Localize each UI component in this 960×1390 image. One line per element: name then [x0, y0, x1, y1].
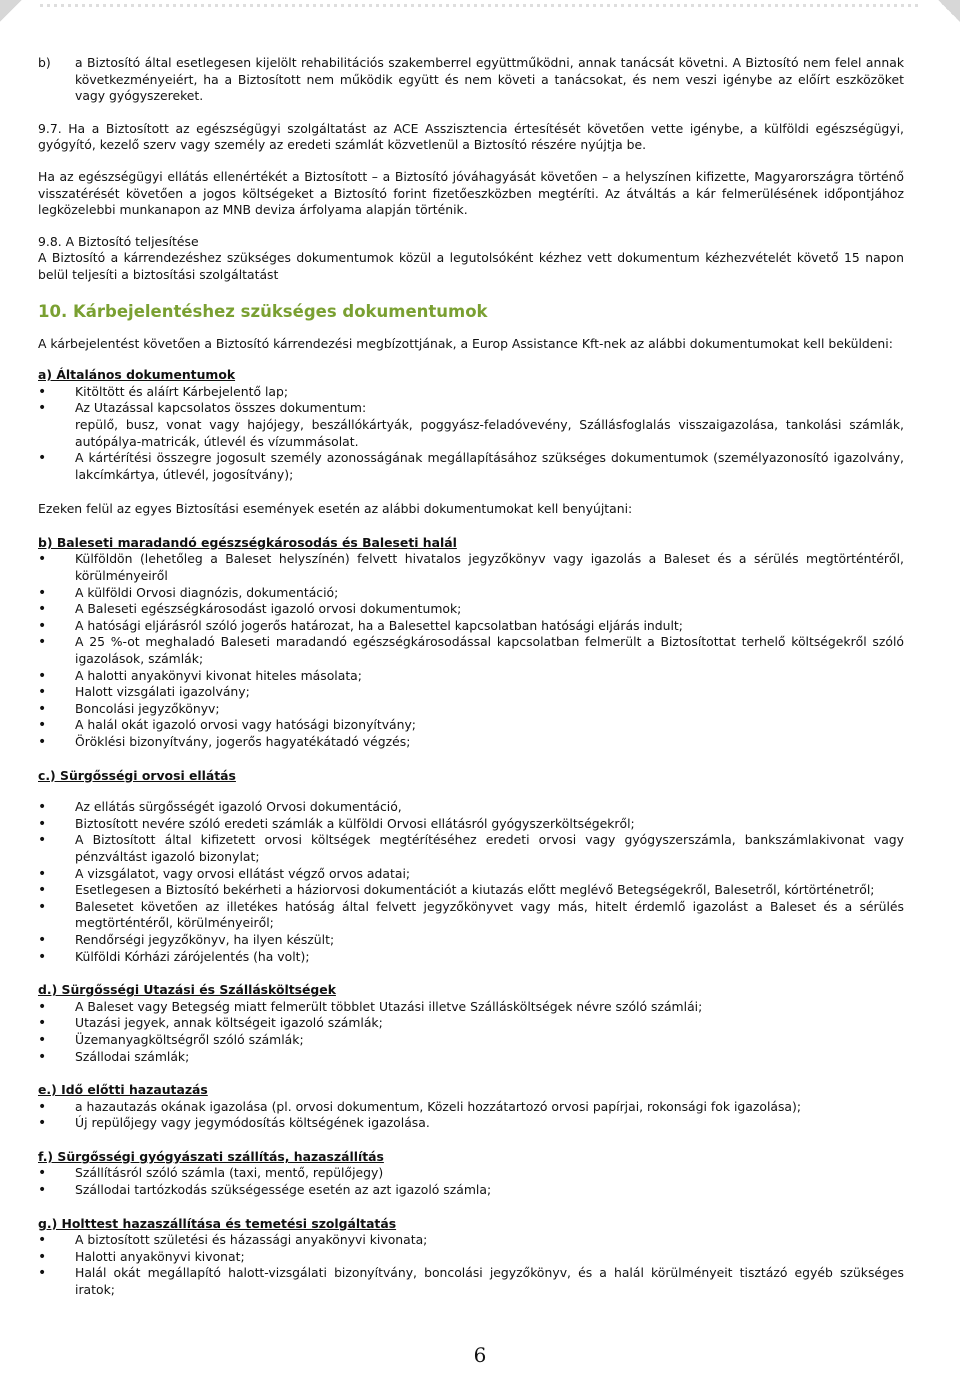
- corner-decoration-left: [0, 0, 22, 22]
- list-item: • Kitöltött és aláírt Kárbejelentő lap;: [38, 384, 904, 401]
- list-item: • Szállodai számlák;: [38, 1049, 904, 1066]
- top-dotted-border: [40, 4, 920, 7]
- section-g-list: [38, 1232, 904, 1298]
- additional-docs-text: Ezeken felül az egyes Biztosítási események esetén az alábbi dokumentumokat kell benyújtani:: [38, 501, 633, 517]
- list-item: • Szállodai tartózkodás szükségessége esetén az azt igazoló számla;: [38, 1182, 904, 1199]
- list-item: • Balesetet követően az illetékes hatóság által felvett jegyzőkönyvet vagy más, hitelt érdemlő igazolást a Baleset és a sérülés megtörténtéről, körülményeiről;: [38, 899, 904, 932]
- list-item: • A biztosított születési és házassági anyakönyvi kivonata;: [38, 1232, 904, 1249]
- list-item: • Külföldön (lehetőleg a Baleset helyszínén) felvett hivatalos jegyzőkönyv vagy igazolás a Baleset és a sérülés megtörténtéről, körülményeiről: [38, 551, 904, 584]
- section-f-list: [38, 1165, 904, 1198]
- list-item: • A vizsgálatot, vagy orvosi ellátást végző orvos adatai;: [38, 866, 904, 883]
- section-f-title: f.) Sürgősségi gyógyászati szállítás, hazaszállítás: [38, 1148, 384, 1164]
- list-item: • Halál okát megállapító halott-vizsgálati bizonyítvány, boncolási jegyzőkönyv, és a halál körülményeit tisztázó egyéb szükséges iratok;: [38, 1265, 904, 1298]
- section-10-heading: 10. Kárbejelentéshez szükséges dokumentumok: [38, 301, 488, 321]
- section-9-7-paragraph: Ha az egészségügyi ellátás ellenértékét a Biztosított – a Biztosító jóváhagyását követően – a helyszínen kifizette, Magyarországra történő visszatérését követően a jogos költségeket a Biztosító forint fizetőeszközben megtéríti. Az átváltás a kár felmerülésének időpontjához legközelebbi munkanapon az MNB deviza árfolyama alapján történik.: [38, 168, 904, 218]
- section-c-list: [38, 799, 904, 965]
- list-item: • Üzemanyagköltségről szóló számlák;: [38, 1032, 904, 1049]
- item-label: b): [38, 55, 51, 70]
- list-item: • Öröklési bizonyítvány, jogerős hagyatékátadó végzés;: [38, 734, 904, 751]
- section-9-8-title: 9.8. A Biztosító teljesítése: [38, 233, 199, 249]
- section-b-title: b) Baleseti maradandó egészségkárosodás és Baleseti halál: [38, 534, 457, 550]
- list-item: • Új repülőjegy vagy jegymódosítás költségének igazolása.: [38, 1115, 904, 1132]
- list-item: • a hazautazás okának igazolása (pl. orvosi dokumentum, Közeli hozzátartozó orvosi papírjai, rokonsági fok igazolása);: [38, 1099, 904, 1116]
- list-item: • A hatósági eljárásról szóló jogerős határozat, ha a Balesettel kapcsolatban hatósági eljárás indult;: [38, 618, 904, 635]
- corner-decoration-right: [938, 0, 960, 22]
- section-d-title: d.) Sürgősségi Utazási és Szállásköltségek: [38, 982, 336, 998]
- list-item: • Esetlegesen a Biztosító bekérheti a háziorvosi dokumentációt a kiutazás előtt meglévő Betegségekről, Balesetről, kórtörténetről;: [38, 882, 904, 899]
- list-item: • Halott vizsgálati igazolvány;: [38, 684, 904, 701]
- section-a-title: a) Általános dokumentumok: [38, 367, 236, 383]
- section-g-title: g.) Holttest hazaszállítása és temetési szolgáltatás: [38, 1215, 397, 1231]
- list-item: • Biztosított nevére szóló eredeti számlák a külföldi Orvosi ellátásról gyógyszerköltségekről;: [38, 816, 904, 833]
- list-item: • Halotti anyakönyvi kivonat;: [38, 1249, 904, 1266]
- section-a-list: [38, 384, 904, 484]
- list-item: • A kártérítési összegre jogosult személy azonosságának megállapításához szükséges dokumentumok (személyazonosító igazolvány, lakcímkártya, útlevél, jogosítvány);: [38, 450, 904, 483]
- list-item: • A Baleset vagy Betegség miatt felmerült többlet Utazási illetve Szállásköltségek névre szóló számlái;: [38, 999, 904, 1016]
- list-item: • Boncolási jegyzőkönyv;: [38, 701, 904, 718]
- section-c-title: c.) Sürgősségi orvosi ellátás: [38, 767, 236, 783]
- list-item: • A külföldi Orvosi diagnózis, dokumentáció;: [38, 585, 904, 602]
- list-item: • A halál okát igazoló orvosi vagy hatósági bizonyítvány;: [38, 717, 904, 734]
- list-item: • A 25 %-ot meghaladó Baleseti maradandó egészségkárosodással kapcsolatban felmerült a Biztosítottat terhelő költségekről szóló igazolások, számlák;: [38, 634, 904, 667]
- list-item: • Külföldi Kórházi zárójelentés (ha volt);: [38, 949, 904, 966]
- section-9-8-text: A Biztosító a kárrendezéshez szükséges dokumentumok közül a legutolsóként kézhez vett dokumentum kézhezvételét követő 15 napon belül teljesíti a biztosítási szolgáltatást: [38, 250, 904, 282]
- section-9-7: 9.7. Ha a Biztosított az egészségügyi szolgáltatást az ACE Asszisztencia értesítését követően vette igénybe, a külföldi egészségügyi, gyógyító, kezelő szerv vagy személy az eredeti számlát közvetlenül a Biztosító részére nyújtja be.: [38, 120, 904, 153]
- list-item: • A Biztosított által kifizetett orvosi költségek megtérítéséhez eredeti orvosi vagy gyógyszerszámla, bankszámlakivonat vagy pénzváltást igazoló bizonylat;: [38, 832, 904, 865]
- section-e-title: e.) Idő előtti hazautazás: [38, 1082, 208, 1098]
- list-item: • Utazási jegyek, annak költségeit igazoló számlák;: [38, 1015, 904, 1032]
- page-number: 6: [473, 1343, 487, 1367]
- section-e-list: [38, 1099, 904, 1132]
- intro-list-item: [38, 55, 904, 105]
- list-item: • A Baleseti egészségkárosodást igazoló orvosi dokumentumok;: [38, 601, 904, 618]
- list-item: • A halotti anyakönyvi kivonat hiteles másolata;: [38, 668, 904, 685]
- list-item: • Az Utazással kapcsolatos összes dokumentum: repülő, busz, vonat vagy hajójegy, beszállókártyák, poggyász-feladóvevény, Szállásfoglalás visszaigazolása, tankolási számlák, autópálya-matricák, útlevél és vízummásolat.: [38, 400, 904, 450]
- section-b-list: [38, 551, 904, 750]
- document-page: [38, 55, 904, 1299]
- list-item: • Szállításról szóló számla (taxi, mentő, repülőjegy): [38, 1165, 904, 1182]
- section-10-intro: A kárbejelentést követően a Biztosító kárrendezési megbízottjának, a Europ Assistance Kft-nek az alábbi dokumentumokat kell beküldeni:: [38, 335, 893, 351]
- item-text: a Biztosító által esetlegesen kijelölt rehabilitációs szakemberrel együttműködni, annak tanácsát követni. A Biztosító nem felel annak következményeiért, ha a Biztosított nem működik együtt és nem követi a tanácsokat, és nem veszi igénybe az előírt eszközöket vagy gyógyszereket.: [75, 55, 904, 104]
- list-item: • Rendőrségi jegyzőkönyv, ha ilyen készült;: [38, 932, 904, 949]
- list-item: • Az ellátás sürgősségét igazoló Orvosi dokumentáció,: [38, 799, 904, 816]
- section-d-list: [38, 999, 904, 1065]
